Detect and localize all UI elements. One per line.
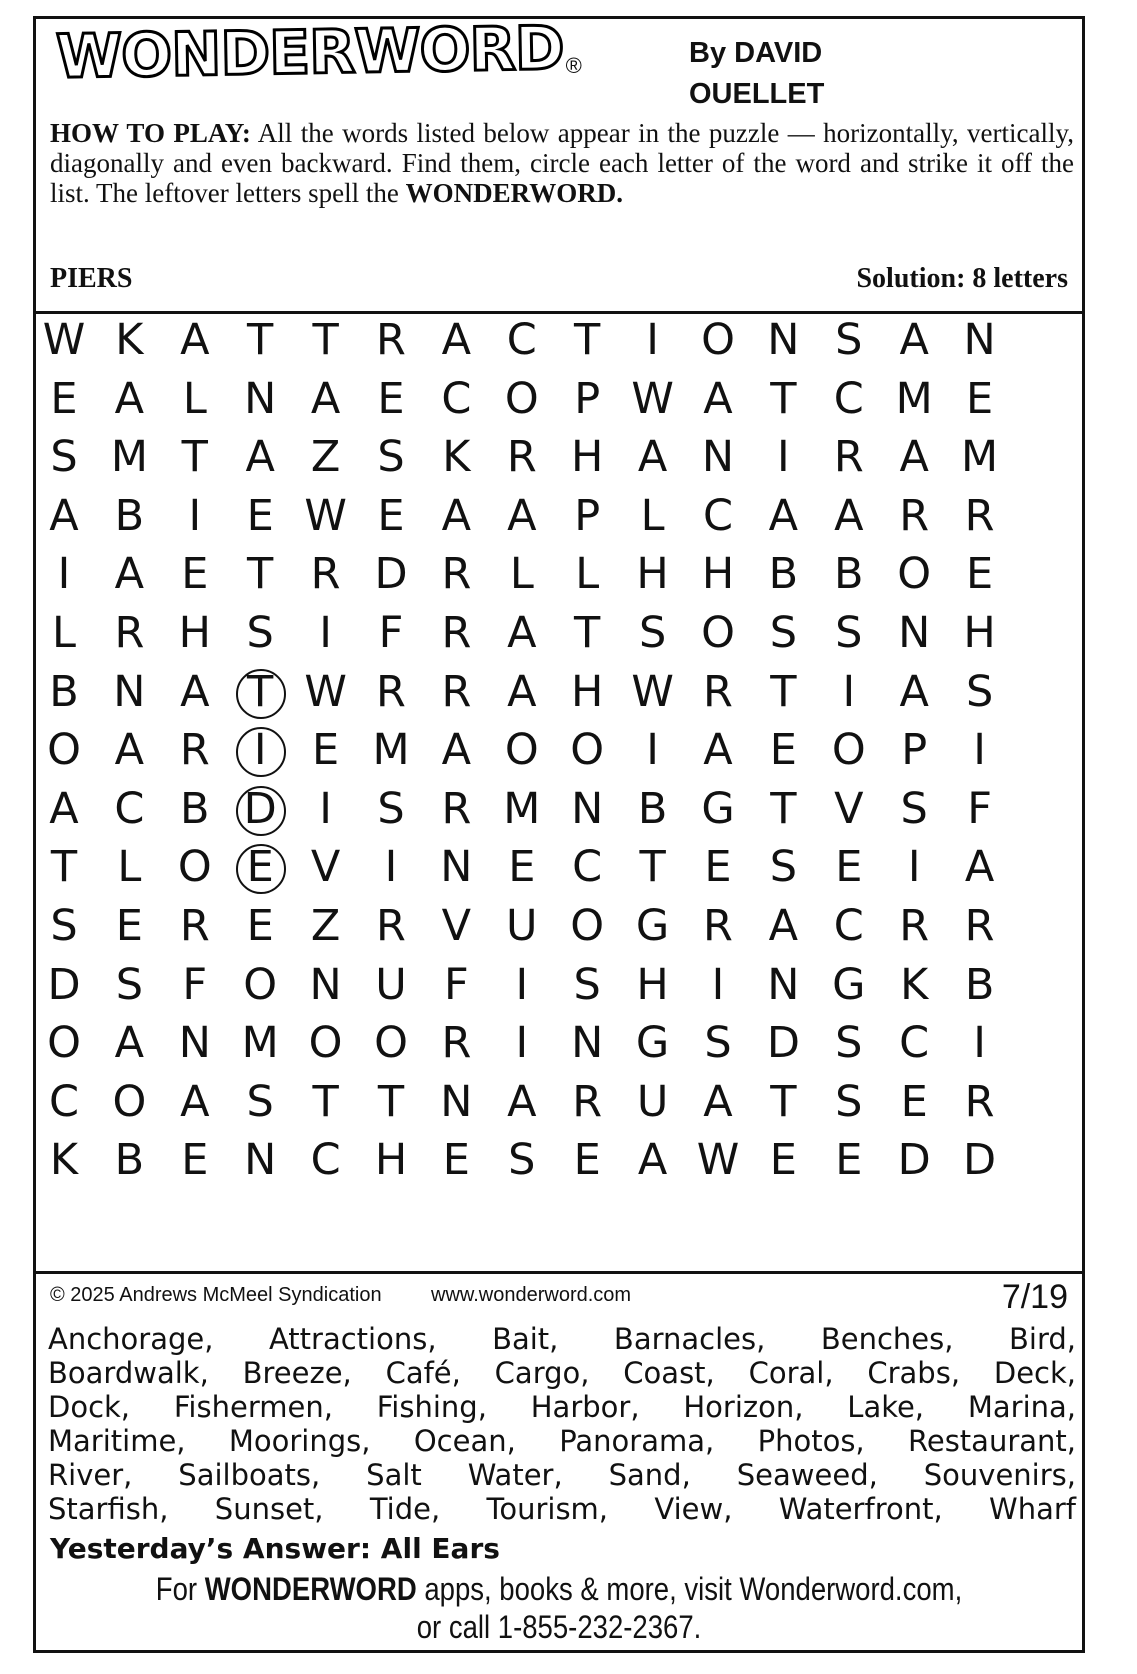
letter-grid	[36, 311, 1082, 1274]
grid-letter[interactable]: E	[377, 373, 405, 424]
grid-letter[interactable]: T	[770, 666, 797, 717]
grid-letter[interactable]: A	[180, 1076, 210, 1127]
grid-letter[interactable]: N	[113, 666, 146, 717]
grid-letter[interactable]: T	[574, 608, 601, 658]
grid-letter[interactable]: Z	[310, 901, 341, 951]
grid-letter[interactable]: B	[834, 549, 864, 600]
grid-letter[interactable]: B	[964, 959, 995, 1010]
byline-line-2: OUELLET	[689, 78, 825, 110]
grid-letter[interactable]: W	[696, 1135, 740, 1186]
grid-letter[interactable]: V	[310, 842, 341, 893]
grid-letter[interactable]: C	[833, 373, 864, 424]
grid-letter[interactable]: B	[180, 783, 210, 834]
grid-letter[interactable]: S	[835, 315, 863, 365]
grid-letter[interactable]: H	[571, 432, 604, 483]
grid-letter[interactable]: N	[244, 373, 277, 424]
grid-letter[interactable]: R	[114, 608, 145, 658]
grid-letter[interactable]: S	[769, 842, 798, 893]
grid-letter[interactable]: S	[115, 959, 144, 1010]
grid-letter[interactable]: C	[572, 842, 603, 893]
grid-row	[36, 485, 1082, 547]
grid-letter[interactable]: G	[832, 959, 866, 1010]
grid-letter[interactable]: B	[49, 666, 79, 717]
grid-letter[interactable]: E	[50, 373, 78, 424]
grid-letter[interactable]: E	[229, 836, 291, 898]
word-list	[48, 1322, 1076, 1526]
grid-letter[interactable]: O	[504, 725, 539, 776]
grid-letter[interactable]: A	[834, 490, 864, 541]
grid-letter[interactable]: R	[964, 1076, 995, 1127]
wonderword-logo	[55, 13, 582, 93]
grid-letter[interactable]: L	[509, 549, 534, 600]
word-list-line: Starfish, Sunset, Tide, Tourism, View, Waterfront, Wharf	[48, 1492, 1076, 1526]
grid-letter[interactable]: V	[441, 901, 472, 951]
grid-row	[36, 719, 1082, 781]
grid-letter[interactable]: A	[507, 490, 537, 541]
grid-row	[36, 543, 1082, 605]
word-list-line: Maritime, Moorings, Ocean, Panorama, Photos, Restaurant,	[48, 1424, 1076, 1458]
grid-letter[interactable]: E	[966, 373, 994, 424]
grid-row	[36, 954, 1082, 1016]
grid-letter[interactable]: B	[114, 490, 145, 541]
grid-letter[interactable]: B	[768, 549, 799, 600]
grid-letter[interactable]: A	[114, 1018, 145, 1069]
grid-letter[interactable]: A	[768, 901, 799, 951]
grid-letter[interactable]: H	[374, 1135, 408, 1186]
grid-letter[interactable]: M	[961, 432, 999, 483]
grid-letter[interactable]: N	[440, 1076, 473, 1127]
grid-letter[interactable]: S	[900, 783, 928, 834]
grid-letter[interactable]: I	[319, 783, 332, 834]
grid-letter[interactable]: A	[507, 666, 537, 717]
grid-letter[interactable]: A	[114, 725, 145, 776]
grid-letter[interactable]: O	[570, 901, 605, 951]
grid-letter[interactable]: C	[702, 490, 734, 541]
grid-letter[interactable]: O	[47, 725, 81, 776]
grid-letter[interactable]: F	[444, 959, 469, 1010]
grid-letter[interactable]: A	[768, 490, 799, 541]
grid-letter[interactable]: A	[637, 432, 668, 483]
grid-letter[interactable]: I	[319, 608, 332, 658]
grid-letter[interactable]: S	[377, 432, 405, 483]
grid-letter[interactable]: R	[441, 608, 472, 658]
grid-letter[interactable]: I	[907, 842, 921, 893]
grid-letter[interactable]: C	[310, 1135, 341, 1186]
grid-letter[interactable]: A	[899, 432, 929, 483]
grid-letter[interactable]: N	[178, 1018, 211, 1069]
grid-letter[interactable]: I	[515, 959, 529, 1010]
promo-line-2: or call 1-855-232-2367.	[416, 1609, 702, 1645]
grid-letter[interactable]: S	[508, 1135, 536, 1186]
grid-letter[interactable]: W	[42, 315, 86, 365]
grid-letter[interactable]: E	[181, 549, 209, 600]
grid-letter[interactable]: I	[57, 549, 71, 600]
grid-letter[interactable]: W	[304, 666, 347, 717]
grid-letter[interactable]: N	[963, 315, 996, 365]
grid-letter[interactable]: A	[507, 608, 537, 658]
grid-letter[interactable]: K	[900, 959, 929, 1010]
grid-letter[interactable]: R	[964, 490, 995, 541]
grid-letter[interactable]: O	[243, 959, 278, 1010]
grid-letter[interactable]: S	[835, 1018, 863, 1069]
grid-letter[interactable]: T	[574, 315, 601, 365]
grid-letter[interactable]: O	[308, 1018, 343, 1069]
grid-letter[interactable]: T	[639, 842, 666, 893]
grid-letter[interactable]: E	[769, 725, 797, 776]
grid-letter[interactable]: S	[246, 608, 274, 658]
grid-letter[interactable]: O	[570, 725, 605, 776]
yesterdays-answer: Yesterday’s Answer: All Ears	[50, 1532, 500, 1565]
grid-letter[interactable]: O	[504, 373, 539, 424]
grid-letter[interactable]: D	[766, 1018, 800, 1069]
grid-letter[interactable]: E	[377, 490, 405, 541]
how-to-play-label: HOW TO PLAY:	[50, 118, 251, 148]
grid-letter[interactable]: C	[441, 373, 472, 424]
grid-letter[interactable]: S	[769, 608, 798, 658]
grid-letter[interactable]: O	[897, 549, 932, 600]
grid-letter[interactable]: E	[900, 1076, 928, 1127]
grid-letter[interactable]: R	[376, 901, 406, 951]
grid-letter[interactable]: E	[312, 725, 340, 776]
grid-letter[interactable]: T	[247, 549, 274, 600]
grid-letter[interactable]: R	[703, 666, 733, 717]
copyright: © 2025 Andrews McMeel Syndication	[50, 1284, 382, 1306]
grid-letter[interactable]: E	[181, 1135, 209, 1186]
grid-letter[interactable]: G	[635, 901, 670, 951]
grid-letter[interactable]: I	[188, 490, 202, 541]
grid-letter[interactable]: A	[703, 373, 733, 424]
grid-letter[interactable]: F	[967, 783, 992, 834]
grid-letter[interactable]: P	[901, 725, 928, 776]
grid-letter[interactable]: I	[777, 432, 790, 483]
grid-letter[interactable]: K	[49, 1135, 79, 1186]
grid-letter[interactable]: O	[831, 725, 866, 776]
grid-letter[interactable]: H	[636, 959, 669, 1010]
grid-letter[interactable]: K	[115, 315, 144, 365]
grid-letter[interactable]: R	[376, 666, 406, 717]
grid-letter[interactable]: A	[114, 549, 145, 600]
grid-letter[interactable]: W	[631, 666, 674, 717]
grid-letter[interactable]: A	[114, 373, 145, 424]
grid-letter[interactable]: R	[572, 1076, 603, 1127]
grid-letter[interactable]: R	[506, 432, 537, 483]
promo-line-1: For WONDERWORD apps, books & more, visit Wonderword.com,	[155, 1571, 963, 1607]
grid-letter[interactable]: N	[571, 1018, 604, 1069]
grid-letter[interactable]: L	[182, 373, 207, 424]
grid-letter[interactable]: G	[701, 783, 735, 834]
grid-letter[interactable]: R	[179, 725, 210, 776]
grid-letter[interactable]: D	[229, 778, 291, 840]
grid-letter[interactable]: G	[635, 1018, 670, 1069]
grid-letter[interactable]: R	[441, 783, 472, 834]
grid-letter[interactable]: U	[375, 959, 407, 1010]
grid-letter[interactable]: I	[384, 842, 398, 893]
grid-letter[interactable]: H	[701, 549, 735, 600]
grid-row	[36, 602, 1082, 664]
grid-letter[interactable]: E	[246, 901, 274, 951]
grid-letter[interactable]: T	[770, 783, 797, 834]
grid-letter[interactable]: C	[48, 1076, 80, 1127]
puzzle-header	[36, 13, 1082, 314]
grid-letter[interactable]: W	[631, 373, 674, 424]
grid-letter[interactable]: H	[571, 666, 604, 717]
grid-letter[interactable]: S	[50, 901, 78, 951]
grid-letter[interactable]: A	[899, 315, 929, 365]
grid-letter[interactable]: S	[704, 1018, 732, 1069]
grid-letter[interactable]: M	[241, 1018, 279, 1069]
grid-letter[interactable]: A	[441, 315, 472, 365]
grid-letter[interactable]: A	[49, 490, 79, 541]
grid-letter[interactable]: A	[245, 432, 275, 483]
solution-length: Solution: 8 letters	[856, 263, 1068, 294]
grid-letter[interactable]: N	[701, 432, 735, 483]
grid-letter[interactable]: A	[637, 1135, 668, 1186]
grid-letter[interactable]: R	[899, 490, 930, 541]
grid-letter[interactable]: S	[965, 666, 994, 717]
grid-letter[interactable]: N	[244, 1135, 277, 1186]
grid-row	[36, 1071, 1082, 1133]
grid-letter[interactable]: A	[507, 1076, 537, 1127]
grid-letter[interactable]: N	[309, 959, 342, 1010]
grid-letter[interactable]: E	[246, 490, 274, 541]
grid-letter[interactable]: E	[508, 842, 536, 893]
word-list-line: Dock, Fishermen, Fishing, Harbor, Horizon, Lake, Marina,	[48, 1390, 1076, 1424]
grid-row	[36, 309, 1082, 371]
grid-letter[interactable]: A	[180, 315, 210, 365]
grid-letter[interactable]: S	[377, 783, 405, 834]
grid-letter[interactable]: A	[180, 666, 210, 717]
promo-text	[109, 1570, 1009, 1646]
grid-letter[interactable]: S	[246, 1076, 274, 1127]
grid-letter[interactable]: A	[703, 725, 733, 776]
grid-row	[36, 368, 1082, 430]
grid-letter[interactable]: O	[177, 842, 212, 893]
grid-letter[interactable]: H	[636, 549, 669, 600]
grid-letter[interactable]: O	[47, 1018, 81, 1069]
grid-letter[interactable]: A	[964, 842, 995, 893]
grid-letter[interactable]: I	[646, 725, 659, 776]
registered-mark: ®	[565, 53, 582, 78]
grid-row	[36, 661, 1082, 723]
grid-letter[interactable]: Z	[310, 432, 341, 483]
grid-letter[interactable]: E	[966, 549, 994, 600]
grid-letter[interactable]: A	[441, 725, 472, 776]
grid-letter[interactable]: D	[963, 1135, 997, 1186]
grid-letter[interactable]: T	[181, 432, 208, 483]
grid-letter[interactable]: O	[701, 608, 735, 658]
grid-letter[interactable]: U	[506, 901, 538, 951]
grid-row	[36, 836, 1082, 898]
grid-letter[interactable]: A	[899, 666, 929, 717]
grid-letter[interactable]: T	[770, 1076, 797, 1127]
grid-letter[interactable]: L	[117, 842, 142, 893]
grid-letter[interactable]: A	[49, 783, 79, 834]
grid-letter[interactable]: P	[574, 373, 601, 424]
word-list-line: Boardwalk, Breeze, Café, Cargo, Coast, Coral, Crabs, Deck,	[48, 1356, 1076, 1390]
website-link[interactable]: www.wonderword.com	[431, 1284, 632, 1306]
grid-letter[interactable]: M	[503, 783, 541, 834]
grid-letter[interactable]: C	[833, 901, 864, 951]
grid-letter[interactable]: M	[895, 373, 933, 424]
grid-row	[36, 778, 1082, 840]
grid-letter[interactable]: I	[973, 725, 986, 776]
grid-letter[interactable]: R	[179, 901, 210, 951]
grid-letter[interactable]: U	[636, 1076, 669, 1127]
grid-letter[interactable]: A	[310, 373, 341, 424]
grid-letter[interactable]: O	[374, 1018, 408, 1069]
how-to-play	[50, 118, 1074, 208]
grid-letter[interactable]: B	[114, 1135, 145, 1186]
logo-text: WONDERWORD	[55, 13, 565, 93]
grid-letter[interactable]: R	[703, 901, 733, 951]
grid-letter[interactable]: R	[376, 315, 406, 365]
grid-letter[interactable]: D	[374, 549, 408, 600]
grid-letter[interactable]: L	[575, 549, 600, 600]
grid-letter[interactable]: R	[833, 432, 864, 483]
grid-letter[interactable]: V	[834, 783, 864, 834]
grid-letter[interactable]: R	[899, 901, 930, 951]
grid-letter[interactable]: T	[770, 373, 797, 424]
grid-letter[interactable]: I	[515, 1018, 529, 1069]
grid-letter[interactable]: D	[47, 959, 81, 1010]
puzzle-date: 7/19	[1001, 1278, 1068, 1316]
grid-letter[interactable]: H	[963, 608, 996, 658]
grid-letter[interactable]: N	[898, 608, 931, 658]
grid-letter[interactable]: M	[110, 432, 148, 483]
grid-letter[interactable]: N	[571, 783, 604, 834]
grid-letter[interactable]: H	[178, 608, 211, 658]
grid-letter[interactable]: R	[964, 901, 995, 951]
grid-letter[interactable]: E	[769, 1135, 797, 1186]
grid-letter[interactable]: O	[112, 1076, 147, 1127]
grid-row	[36, 1129, 1082, 1191]
puzzle-theme: PIERS	[50, 263, 133, 294]
grid-letter[interactable]: A	[441, 490, 472, 541]
grid-letter[interactable]: T	[377, 1076, 405, 1127]
grid-letter[interactable]: S	[638, 608, 667, 658]
grid-letter[interactable]: R	[441, 549, 472, 600]
grid-row	[36, 426, 1082, 488]
grid-letter[interactable]: S	[835, 1076, 863, 1127]
grid-letter[interactable]: R	[441, 1018, 472, 1069]
grid-letter[interactable]: E	[442, 1135, 470, 1186]
grid-letter[interactable]: C	[114, 783, 145, 834]
grid-letter[interactable]: N	[767, 315, 800, 365]
grid-letter[interactable]: R	[310, 549, 341, 600]
grid-letter[interactable]: B	[637, 783, 668, 834]
grid-letter[interactable]: F	[182, 959, 208, 1010]
grid-letter[interactable]: R	[441, 666, 472, 717]
grid-letter[interactable]: E	[835, 842, 863, 893]
grid-letter[interactable]: E	[115, 901, 143, 951]
grid-letter[interactable]: I	[973, 1018, 986, 1069]
grid-letter[interactable]: P	[574, 490, 601, 541]
grid-letter[interactable]: T	[312, 1076, 339, 1127]
grid-row	[36, 1012, 1082, 1074]
puzzle-frame	[33, 13, 1085, 1653]
grid-letter[interactable]: E	[835, 1135, 863, 1186]
how-to-play-end: WONDERWORD.	[405, 178, 623, 208]
grid-row	[36, 895, 1082, 957]
grid-letter[interactable]: O	[701, 315, 735, 365]
how-to-play-text: All the words listed below appear in the puzzle — horizontally, vertically, diagonally and even backward. Find them, circle each letter of the word and strike it off the list. The leftover letters spell the	[50, 118, 1074, 208]
grid-letter[interactable]: T	[247, 315, 274, 365]
grid-letter[interactable]: I	[711, 959, 725, 1010]
grid-letter[interactable]: S	[50, 432, 78, 483]
grid-letter[interactable]: N	[440, 842, 473, 893]
grid-letter[interactable]: A	[703, 1076, 733, 1127]
word-list-line: River, Sailboats, Salt Water, Sand, Seaweed, Souvenirs,	[48, 1458, 1076, 1492]
grid-letter[interactable]: T	[312, 315, 339, 365]
grid-letter[interactable]: D	[897, 1135, 931, 1186]
grid-letter[interactable]: E	[704, 842, 732, 893]
grid-letter[interactable]: K	[442, 432, 471, 483]
grid-letter[interactable]: L	[640, 490, 665, 541]
puzzle-footer	[36, 1274, 1082, 1650]
grid-letter[interactable]: F	[378, 608, 404, 658]
grid-letter[interactable]: C	[899, 1018, 930, 1069]
grid-letter[interactable]: S	[835, 608, 863, 658]
grid-letter[interactable]: I	[229, 719, 291, 781]
byline-line-1: By DAVID	[689, 37, 823, 69]
grid-letter[interactable]: W	[304, 490, 347, 541]
grid-letter[interactable]: T	[229, 661, 291, 723]
grid-letter[interactable]: S	[573, 959, 601, 1010]
grid-letter[interactable]: L	[52, 608, 76, 658]
grid-letter[interactable]: M	[372, 725, 410, 776]
grid-letter[interactable]: E	[573, 1135, 601, 1186]
grid-letter[interactable]: I	[646, 315, 659, 365]
grid-letter[interactable]: I	[842, 666, 856, 717]
byline	[689, 33, 824, 115]
grid-letter[interactable]: C	[506, 315, 537, 365]
grid-letter[interactable]: N	[767, 959, 800, 1010]
word-list-line: Anchorage, Attractions, Bait, Barnacles, Benches, Bird,	[48, 1322, 1076, 1356]
grid-letter[interactable]: T	[50, 842, 78, 893]
